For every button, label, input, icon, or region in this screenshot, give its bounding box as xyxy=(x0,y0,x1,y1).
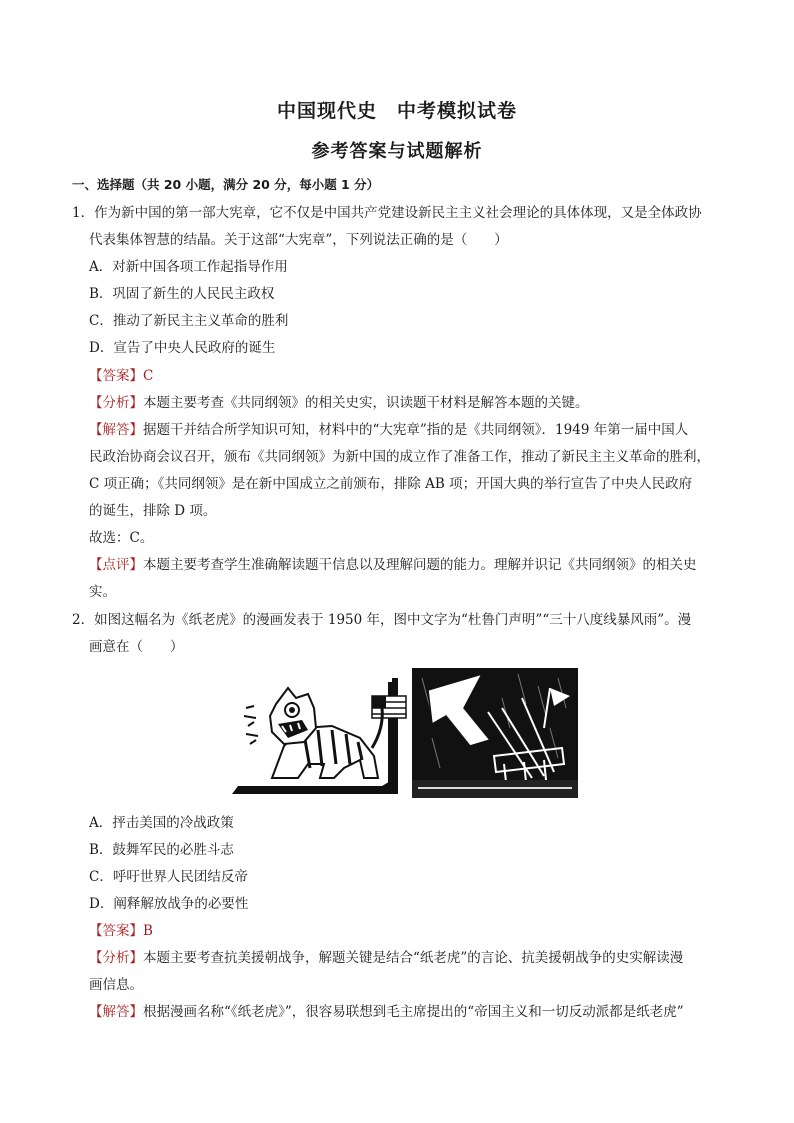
analysis-text: 本题主要考查抗美援朝战争，解题关键是结合“纸老虎”的言论、抗美援朝战争的史实解读漫 xyxy=(143,950,684,966)
page-title: 中国现代史 中考模拟试卷 xyxy=(276,100,517,122)
q1-option-b: B．巩固了新生的人民民主政权 xyxy=(89,286,275,302)
q1-solution-line4: 的诞生，排除 D 项。 xyxy=(89,503,217,519)
q1-stem-line1: 1．作为新中国的第一部大宪章，它不仅是中国共产党建设新民主主义社会理论的具体体现，又是全体政协 xyxy=(72,205,702,221)
analysis-tag: 【分析】 xyxy=(89,395,143,411)
q1-option-c: C．推动了新民主主义革命的胜利 xyxy=(89,313,289,329)
solution-text: 根据漫画名称“《纸老虎》”，很容易联想到毛主席提出的“帝国主义和一切反动派都是纸老虎” xyxy=(143,1004,684,1020)
paper-tiger-panel xyxy=(232,678,406,794)
q1-stem-line2: 代表集体智慧的结晶。关于这部“大宪章”，下列说法正确的是（ ） xyxy=(89,232,508,248)
answer-value: B xyxy=(143,923,153,939)
analysis-tag: 【分析】 xyxy=(89,950,143,966)
q1-solution-line2: 民政治协商会议召开，颁布《共同纲领》为新中国的成立作了准备工作，推动了新民主主义革命的胜利， xyxy=(89,449,710,465)
storm-panel xyxy=(412,668,578,798)
q2-answer xyxy=(89,922,153,940)
solution-tag: 【解答】 xyxy=(89,1004,143,1020)
cartoon-illustration xyxy=(232,668,578,798)
comment-text: 本题主要考查学生准确解读题干信息以及理解问题的能力。理解并识记《共同纲领》的相关史 xyxy=(143,557,697,573)
solution-text: 据题干并结合所学知识可知，材料中的“大宪章”指的是《共同纲领》．1949 年第一届中国人 xyxy=(143,422,689,438)
q2-analysis-line2: 画信息。 xyxy=(89,977,143,993)
comment-tag: 【点评】 xyxy=(89,557,143,573)
answer-tag: 【答案】 xyxy=(89,923,143,939)
section-heading: 一、选择题（共 20 小题，满分 20 分，每小题 1 分） xyxy=(72,177,380,192)
q1-analysis xyxy=(89,394,589,412)
analysis-text: 本题主要考查《共同纲领》的相关史实，识读题干材料是解答本题的关键。 xyxy=(143,395,589,411)
q1-option-a: A．对新中国各项工作起指导作用 xyxy=(89,259,288,275)
page-subtitle: 参考答案与试题解析 xyxy=(311,141,483,162)
q2-option-c: C．呼吁世界人民团结反帝 xyxy=(89,869,248,885)
cartoon-figure xyxy=(232,668,578,798)
q2-solution-line1 xyxy=(89,1003,684,1021)
q1-answer xyxy=(89,367,153,385)
solution-tag: 【解答】 xyxy=(89,422,143,438)
q2-analysis-line1 xyxy=(89,949,683,967)
q1-comment-line1 xyxy=(89,556,697,574)
q2-stem-line1: 2．如图这幅名为《纸老虎》的漫画发表于 1950 年，图中文字为“杜鲁门声明”“三十八度线暴风雨”。漫 xyxy=(72,612,692,628)
q2-option-d: D．阐释解放战争的必要性 xyxy=(89,896,249,912)
q1-choose: 故选：C。 xyxy=(89,530,154,546)
q1-solution-line3: C 项正确；《共同纲领》是在新中国成立之前颁布，排除 AB 项；开国大典的举行宣告了中央人民政府 xyxy=(89,476,693,492)
q1-comment-line2: 实。 xyxy=(89,584,116,600)
q1-option-d: D．宣告了中央人民政府的诞生 xyxy=(89,340,276,356)
answer-value: C xyxy=(143,368,154,384)
q2-option-a: A．抨击美国的冷战政策 xyxy=(89,815,234,831)
q2-stem-line2: 画意在（ ） xyxy=(89,639,184,655)
answer-tag: 【答案】 xyxy=(89,368,143,384)
q1-solution-line1 xyxy=(89,421,688,439)
q2-option-b: B．鼓舞军民的必胜斗志 xyxy=(89,842,234,858)
